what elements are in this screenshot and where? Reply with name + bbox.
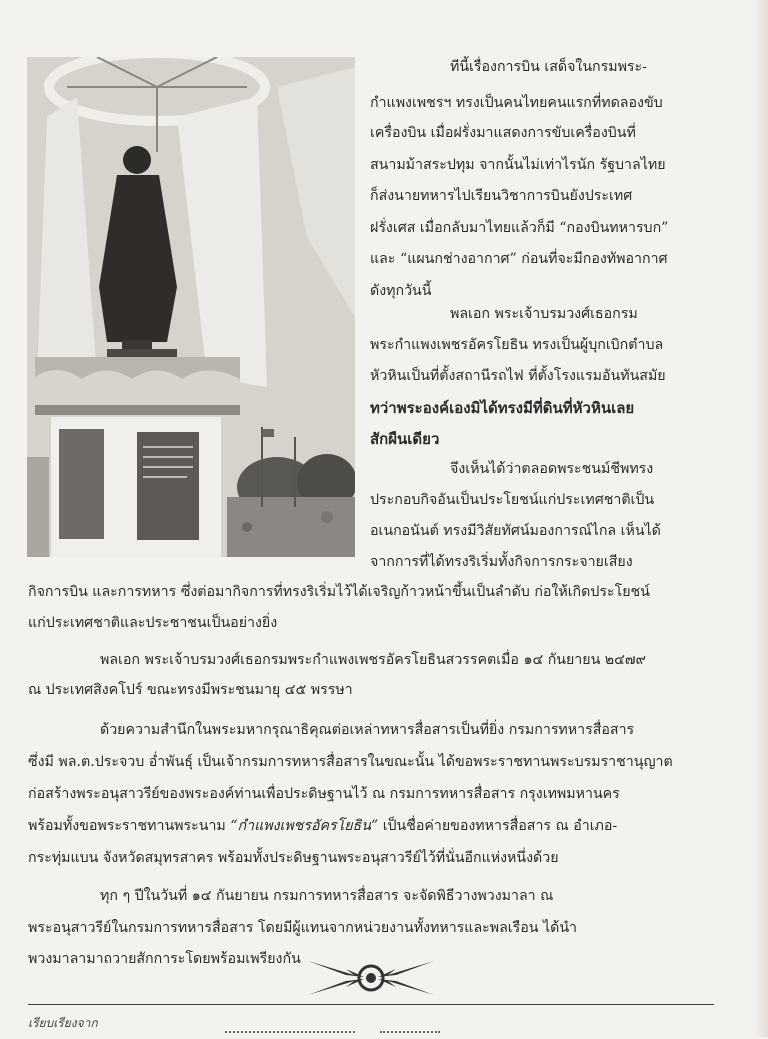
paragraph-line: ด้วยความสำนึกในพระมหากรุณาธิคุณต่อเหล่าทหารสื่อสารเป็นที่ยิ่ง กรมการทหารสื่อสาร <box>100 722 635 738</box>
signal-corps-emblem-icon <box>306 955 436 1003</box>
paragraph-line: แก่ประเทศชาติและประชาชนเป็นอย่างยิ่ง <box>28 615 278 631</box>
paragraph-line: พระอนุสาวรีย์ในกรมการทหารสื่อสาร โดยมีผู้แทนจากหน่วยงานทั้งทหารและพลเรือน ได้นำ <box>28 920 578 936</box>
paragraph-line: พลเอก พระเจ้าบรมวงศ์เธอกรม <box>450 306 638 322</box>
paragraph-line: กระทุ่มแบน จังหวัดสมุทรสาคร พร้อมทั้งประดิษฐานพระอนุสาวรีย์ไว้ที่นั่นอีกแห่งหนึ่งด้วย <box>28 850 559 866</box>
paragraph-text: เป็นชื่อค่ายของทหารสื่อสาร ณ อำเภอ- <box>382 818 618 834</box>
footer-divider <box>28 1004 714 1005</box>
paragraph-line: สนามม้าสระปทุม จากนั้นไม่เท่าไรนัก รัฐบาลไทย <box>370 157 666 173</box>
paragraph-line: ฝรั่งเศส เมื่อกลับมาไทยแล้วก็มี “กองบินทหารบก” <box>370 220 669 236</box>
paragraph-line: กำแพงเพชรฯ ทรงเป็นคนไทยคนแรกที่ทดลองขับ <box>370 95 663 111</box>
paragraph-line: เครื่องบิน เมื่อฝรั่งมาแสดงการขับเครื่องบินที่ <box>370 125 636 141</box>
paragraph-line: ทีนี้เรื่องการบิน เสด็จในกรมพระ- <box>450 59 647 75</box>
paragraph-line: ก็ส่งนายทหารไปเรียนวิชาการบินยังประเทศ <box>370 188 633 204</box>
paragraph-line: กิจการบิน และการทหาร ซึ่งต่อมากิจการที่ทรงริเริ่มไว้ได้เจริญก้าวหน้าขึ้นเป็นลำดับ ก่อให้เกิดประโยชน์ <box>28 584 650 600</box>
paragraph-line: ก่อสร้างพระอนุสาวรีย์ของพระองค์ท่านเพื่อประดิษฐานไว้ ณ กรมการทหารสื่อสาร กรุงเทพมหานคร <box>28 786 620 802</box>
paragraph-line: พวงมาลามาถวายสักการะโดยพร้อมเพรียงกัน <box>28 951 301 967</box>
page-edge <box>754 0 768 1037</box>
paragraph-line: อเนกอนันต์ ทรงมีวิสัยทัศน์มองการณ์ไกล เห็นได้ <box>370 523 661 539</box>
camp-name: “กำแพงเพชรอัครโยธิน” <box>230 818 379 834</box>
paragraph-line: ดังทุกวันนี้ <box>370 283 432 299</box>
paragraph-line: พระกำแพงเพชรอัครโยธิน ทรงเป็นผู้บุกเบิกตำบล <box>370 337 664 353</box>
paragraph-line: จากการที่ได้ทรงริเริ่มทั้งกิจการกระจายเสียง <box>370 554 633 570</box>
paragraph-line: พลเอก พระเจ้าบรมวงศ์เธอกรมพระกำแพงเพชรอัครโยธินสวรรคตเมื่อ ๑๔ กันยายน ๒๔๗๙ <box>100 652 646 668</box>
paragraph-line: จึงเห็นได้ว่าตลอดพระชนม์ชีพทรง <box>450 461 654 477</box>
paragraph-line: และ “แผนกช่างอากาศ” ก่อนที่จะมีกองทัพอากาศ <box>370 251 668 267</box>
paragraph-line <box>28 816 718 836</box>
footer-note: เรียบเรียงจาก <box>28 1016 98 1030</box>
paragraph-text: พร้อมทั้งขอพระราชทานพระนาม <box>28 818 226 834</box>
paragraph-line: ซึ่งมี พล.ต.ประจวบ อ่ำพันธุ์ เป็นเจ้ากรมการทหารสื่อสารในขณะนั้น ได้ขอพระราชทานพระบรมราชานุญาต <box>28 754 673 770</box>
cut-off-text <box>225 1031 355 1039</box>
monument-photo <box>27 57 355 557</box>
cut-off-text <box>380 1031 440 1039</box>
emphasis-line: สักผืนเดียว <box>370 430 440 448</box>
paragraph-line: ประกอบกิจอันเป็นประโยชน์แก่ประเทศชาติเป็น <box>370 492 655 508</box>
paragraph-line: ทุก ๆ ปีในวันที่ ๑๔ กันยายน กรมการทหารสื่อสาร จะจัดพิธีวางพวงมาลา ณ <box>100 888 554 904</box>
emphasis-line: ทว่าพระองค์เองมิได้ทรงมีที่ดินที่หัวหินเลย <box>370 399 635 417</box>
paragraph-line: หัวหินเป็นที่ตั้งสถานีรถไฟ ที่ตั้งโรงแรมอันทันสมัย <box>370 368 666 384</box>
paragraph-line: ณ ประเทศสิงคโปร์ ขณะทรงมีพระชนมายุ ๔๕ พรรษา <box>28 682 353 698</box>
